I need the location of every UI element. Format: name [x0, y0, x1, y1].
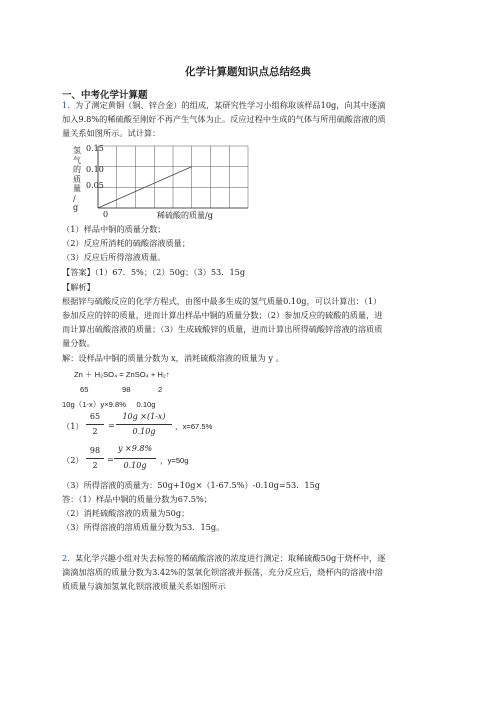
x-axis-label: 稀硫酸的质量/g [157, 211, 213, 220]
subquestion: （3）反应后所得溶液质量。 [62, 252, 166, 262]
calc-2-label: （2） [62, 455, 84, 465]
chemical-equation: Zn ＋ H₂SO₄ = ZnSO₄ + H₂↑ [74, 370, 170, 379]
analysis-tag: 【解析】 [62, 282, 95, 292]
y-label-char: 的 [73, 165, 81, 174]
fraction-bar [86, 458, 104, 459]
calc-1-result: ，x=67.5% [175, 422, 213, 431]
section-heading: 一、中考化学计算题 [62, 90, 148, 101]
question-2-line-2: 滴滴加溶质的质量分数为3.42%的氢氧化钡溶液并振荡，充分反应后，烧杯内的溶液中溶 [62, 567, 383, 577]
subquestion: （1）样品中铜的质量分数； [62, 224, 166, 234]
y-tick-label: 0.05 [86, 181, 104, 190]
question-1-line-2: 加入9.8%的稀硫酸至刚好不再产生气体为止。反应过程中生成的气体与所用硫酸溶液的质 [62, 114, 386, 124]
y-label-char: 氢 [73, 146, 81, 155]
molar-mass: 65 [80, 385, 89, 394]
fraction-numerator: 65 [89, 412, 101, 421]
question-2-number: 2. [62, 553, 70, 563]
question-1-number: 1. [62, 100, 70, 110]
fraction-numerator: y ×9.8% [117, 444, 153, 453]
y-tick-label: 0.15 [86, 144, 104, 153]
conclusion-line: （3）所得溶液的溶质质量分数为53．15g。 [62, 522, 225, 532]
y-label-char: / [73, 193, 76, 203]
y-label-char: 质 [73, 174, 81, 184]
fraction-denominator: 0.10g [123, 461, 147, 470]
answer: 【答案】（1）67．5%；（2）50g；（3）53．15g [62, 267, 246, 277]
conclusion-line: （2）消耗硫酸溶液的质量为50g； [62, 508, 190, 518]
fraction-denominator: 2 [92, 427, 98, 436]
analysis-line: 量分数。 [62, 338, 95, 348]
analysis-line: 根据锌与硫酸反应的化学方程式，由图中最多生成的氢气质量0.10g，可以计算出：（1） [62, 296, 382, 306]
y-label-char: g [73, 203, 79, 212]
fraction-denominator: 0.10g [132, 427, 156, 436]
analysis-line: 参加反应的锌的质量，进而计算出样品中铜的质量分数；（2）参加反应的硫酸的质量，进 [62, 310, 383, 320]
fraction-bar [116, 424, 172, 425]
subquestion: （2）反应所消耗的硫酸溶液质量； [62, 238, 191, 248]
solution-intro: 解：设样品中铜的质量分数为 x，消耗硫酸溶液的质量为 y 。 [62, 353, 284, 363]
y-label-char: 气 [73, 155, 81, 165]
conclusion-line: 答：（1）样品中铜的质量分数为67.5%； [62, 494, 212, 504]
molar-mass: 98 [122, 385, 131, 394]
question-2-line-1: 某化学兴趣小组对失去标签的稀硫酸溶液的浓度进行测定：取稀硫酸50g于烧杯中，逐 [75, 553, 386, 563]
calc-3: （3）所得溶液的质量为：50g+10g×（1-67.5%）-0.10g=53．15g [62, 480, 321, 490]
equals-sign: = [108, 420, 115, 430]
fraction-bar [86, 424, 104, 425]
question-2-line-3: 质质量与滴加氢氧化钡溶液质量关系如图所示 [62, 581, 226, 591]
calc-2-result: ，y=50g [160, 456, 189, 465]
y-axis-label [73, 146, 83, 213]
given-quantities: 10g（1-x）y×9.8% 0.10g [62, 400, 156, 409]
analysis-line: 而计算出硫酸溶液的质量；（3）生成硫酸锌的质量，进而计算出所得硫酸锌溶液的溶质质 [62, 324, 383, 334]
fraction-numerator: 98 [89, 446, 101, 455]
question-1-line-3: 量关系如图所示。试计算： [62, 128, 161, 138]
y-tick-label: 0.10 [86, 165, 104, 174]
chart-origin-label: 0 [103, 210, 109, 219]
question-1-line-1: 为了测定黄铜（铜、锌合金）的组成，某研究性学习小组称取该样品10g，向其中逐滴 [75, 100, 386, 110]
molar-mass: 2 [158, 385, 163, 394]
fraction-bar [114, 458, 156, 459]
equals-sign: = [107, 454, 114, 464]
page-title: 化学计算题知识点总结经典 [185, 66, 311, 78]
y-label-char: 量 [73, 184, 81, 193]
fraction-numerator: 10g ×(1-x) [122, 412, 166, 421]
chart-grid [98, 146, 248, 208]
calc-1-label: （1） [62, 421, 84, 431]
fraction-denominator: 2 [92, 461, 98, 470]
